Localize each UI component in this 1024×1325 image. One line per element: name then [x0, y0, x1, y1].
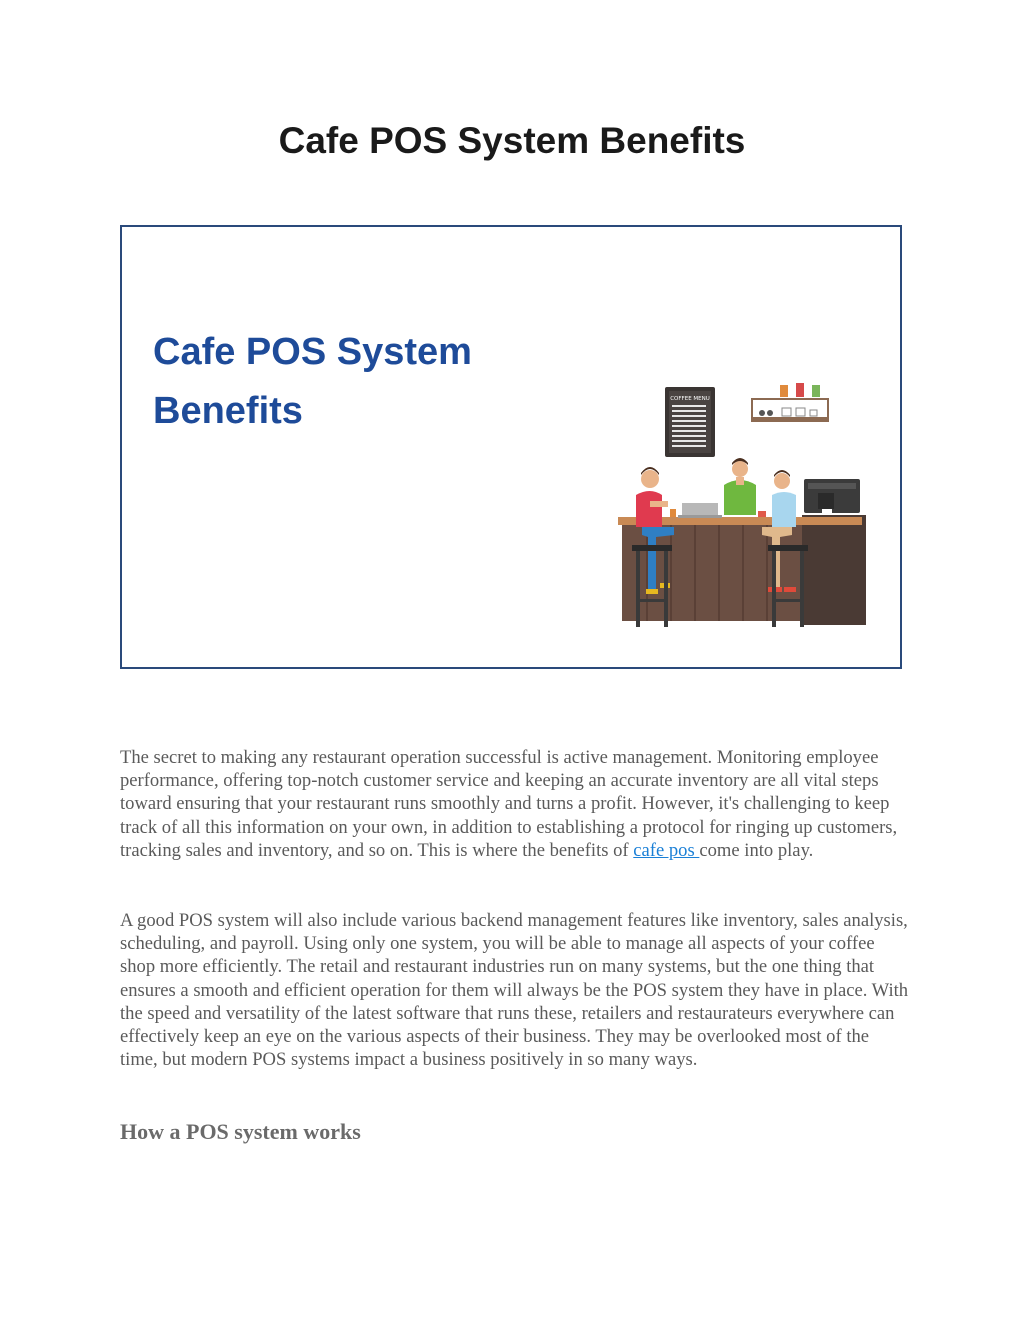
- hero-title: [153, 323, 573, 441]
- intro-paragraph-text: The secret to making any restaurant operation successful is active management. Monitoring employee performance, offering top-notch customer service and keeping an accurate inventory are all vital steps toward ensuring that your restaurant runs smoothly and turns a profit. However, it's challenging to keep track of all this information on your own, in addition to establishing a protocol for ringing up customers, tracking sales and inventory, and so on. This is where the benefits of: [120, 747, 898, 861]
- intro-paragraph-end: come into play.: [699, 839, 814, 861]
- coffee-menu-board: [665, 387, 715, 457]
- hero-title-line2: Benefits: [153, 390, 303, 432]
- coffee-machine-icon: [804, 479, 860, 515]
- menu-board-label: COFFEE MENU: [670, 396, 710, 402]
- intro-paragraph: [120, 746, 910, 862]
- wall-shelf: [752, 383, 828, 421]
- cafe-counter-illustration: [612, 377, 882, 637]
- backend-features-paragraph: A good POS system will also include various backend management features like inventory, sales analysis, scheduling, and payroll. Using only one system, you will be able to manage all aspects of your coffee shop more efficiently. The retail and restaurant industries run on many systems, but the one thing that ensures a smooth and efficient operation for them will always be the POS system they have in place. With the speed and versatility of the latest software that runs these, retailers and restaurateurs everywhere can effectively keep an eye on the various aspects of their business. They may be overlooked most of the time, but modern POS systems impact a business positively in so many ways.: [120, 910, 909, 1071]
- section-heading-how-pos-works: How a POS system works: [120, 1119, 361, 1144]
- hero-image-frame: [120, 225, 902, 669]
- hero-title-line1: Cafe POS System: [153, 331, 472, 373]
- laptop-icon: [678, 503, 722, 518]
- page-title: Cafe POS System Benefits: [278, 120, 746, 161]
- cafe-pos-link[interactable]: cafe pos: [633, 839, 700, 861]
- barista-figure: [724, 458, 756, 515]
